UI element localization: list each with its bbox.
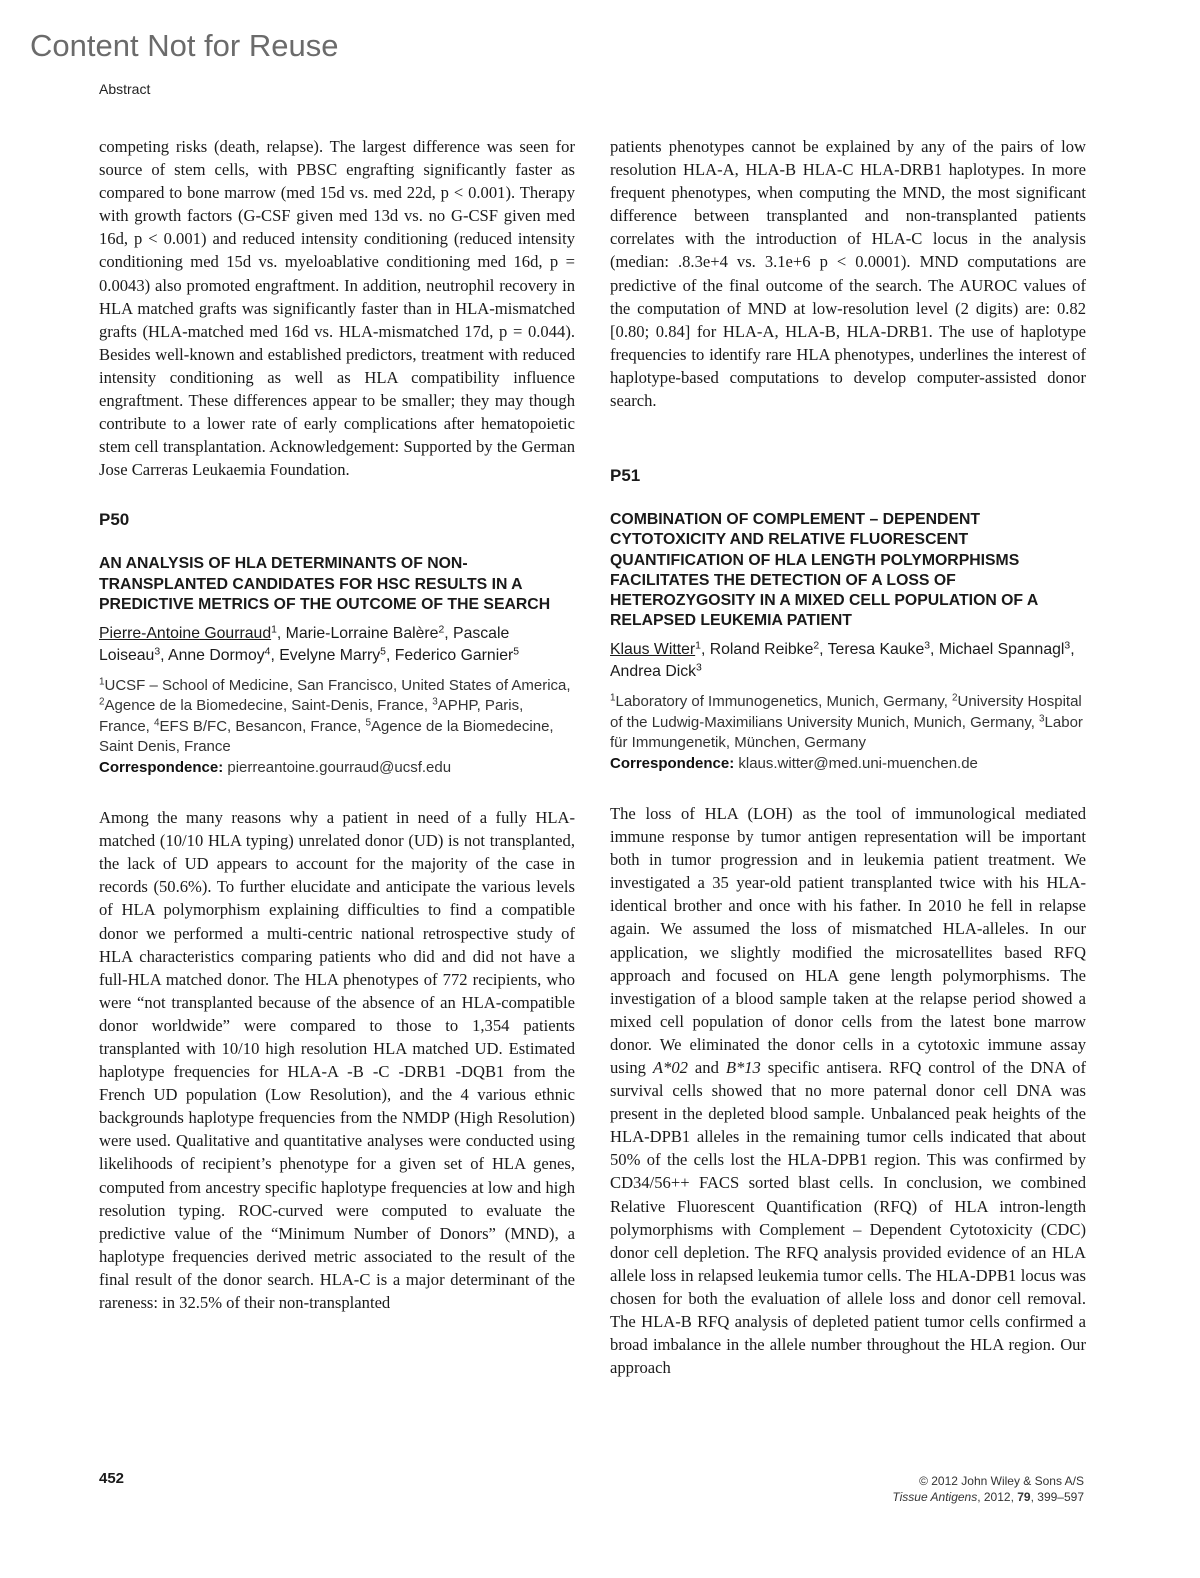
right-column: [610, 135, 1086, 1379]
allele-name: B*13: [725, 1058, 761, 1077]
author-list-p50: Pierre-Antoine Gourraud$^1$, Marie-Lorraine Balère$^2$, Pascale Loiseau$^3$, Anne Dormoy$^4$, Evelyne Marry$^5$, Federico Garnier$^5$: [99, 624, 520, 665]
allele-name: A*02: [652, 1058, 688, 1077]
presenting-author: Pierre-Antoine Gourraud: [99, 625, 272, 643]
abstract-id-p50: P50: [99, 510, 130, 530]
correspondence-email: klaus.witter@med.uni-muenchen.de: [738, 754, 978, 772]
volume-number: 79: [1017, 1490, 1031, 1504]
previous-abstract-continuation: competing risks (death, relapse). The largest difference was seen for source of stem cells, with PBSC engrafting significantly faster as compared to bone marrow (med 15d vs. med 22d, p < 0.001). Therapy with growth factors (G-CSF given med 13d vs. no G-CSF given med 16d, p < 0.001) and reduced intensity conditioning (reduced intensity conditioning med 15d vs. myeloablative conditioning med 16d, p = 0.0043) also promoted engraftment. In addition, neutrophil recovery in HLA matched grafts was significantly faster than in HLA-mismatched grafts (HLA-matched med 16d vs. HLA-mismatched 17d, p = 0.044). Besides well-known and established predictors, treatment with reduced intensity conditioning as well as HLA compatibility influence engraftment. These differences appear to be smaller; they may though contribute to a lower rate of early complications after hematopoietic stem cell transplantation. Acknowledgement: Supported by the German Jose Carreras Leukaemia Foundation.: [99, 137, 575, 480]
left-column: [99, 135, 575, 1314]
journal-name: Tissue Antigens: [892, 1490, 978, 1504]
abstract-body-p51: The loss of HLA (LOH) as the tool of immunological mediated immune response by tumor antigen representation will be important both in tumor progression and in leukemia patient treatment. We investigated a 35 year-old patient transplanted twice with his HLA-identical brother and once with his father. In 2010 he fell in relapse again. We assumed the loss of mismatched HLA-alleles. In our application, we slightly modified the microsatellites based RFQ approach and focused on HLA gene length polymorphisms. The investigation of a blood sample taken at the relapse period showed a mixed cell population of donor cells from the latest bone marrow donor. We eliminated the donor cells in a cytotoxic immune assay using A*02 and B*13 specific antisera. RFQ control of the DNA of survival cells showed that no more paternal donor cell DNA was present in the depleted blood sample. Unbalanced peak heights of the HLA-DPB1 alleles in the remaining tumor cells indicated that about 50% of the cells lost the HLA-DPB1 region. This was confirmed by CD34/56++ FACS sorted blast cells. In conclusion, we combined Relative Fluorescent Quantification (RFQ) of HLA intron-length polymorphisms with Complement – Dependent Cytotoxicity (CDC) donor cell depletion. The RFQ analysis provided evidence of an HLA allele loss in relapsed leukemia tumor cells. The HLA-DPB1 locus was chosen for both the evaluation of allele loss and donor cell removal. The HLA-B RFQ analysis of depleted patient tumor cells confirmed a broad imbalance in the allele number throughout the HLA region. Our approach: [610, 803, 1087, 1378]
journal-footer: [892, 1473, 1084, 1505]
correspondence-p50: Correspondence: pierreantoine.gourraud@ucsf.edu: [99, 758, 452, 776]
abstract-title-p51: COMBINATION OF COMPLEMENT – DEPENDENT CYTOTOXICITY AND RELATIVE FLUORESCENT QUANTIFICATION OF HLA LENGTH POLYMORPHISMS FACILITATES THE DETECTION OF A LOSS OF HETEROZYGOSITY IN A MIXED CELL POPULATION OF A RELAPSED LEUKEMIA PATIENT: [610, 511, 1038, 630]
correspondence-p51: Correspondence: klaus.witter@med.uni-muenchen.de: [610, 754, 978, 772]
abstract-body-p50-continued: patients phenotypes cannot be explained by any of the pairs of low resolution HLA-A, HLA-B HLA-C HLA-DRB1 haplotypes. In more frequent phenotypes, when computing the MND, the most significant difference between transplanted and non-transplanted patients correlates with the introduction of HLA-C locus in the analysis (median: .8.3e+4 vs. 3.1e+6 p < 0.0001). MND computations are predictive of the final outcome of the search. The AUROC values of the computation of MND at low-resolution level (2 digits) are: 0.82 [0.80; 0.84] for HLA-A, HLA-B, HLA-DRB1. The use of haplotype frequencies to identify rare HLA phenotypes, underlines the interest of haplotype-based computations to develop computer-assisted donor search.: [610, 137, 1086, 411]
abstract-title-p50: AN ANALYSIS OF HLA DETERMINANTS OF NON-TRANSPLANTED CANDIDATES FOR HSC RESULTS IN A PREDICTIVE METRICS OF THE OUTCOME OF THE SEARCH: [99, 555, 551, 613]
affiliations-p51: $^1$Laboratory of Immunogenetics, Munich, Germany, $^2$University Hospital of the Ludwig-Maximilians University Munich, Munich, Germany, $^3$Labor für Immungenetik, München, Germany: [610, 692, 1083, 752]
abstract-body-p50: Among the many reasons why a patient in need of a fully HLA-matched (10/10 HLA typing) unrelated donor (UD) is not transplanted, the lack of UD appears to account for the majority of the case in records (50.6%). To further elucidate and anticipate the various levels of HLA polymorphism explaining difficulties to find a compatible donor we performed a multi-centric national retrospective study of HLA characteristics comparing patients who did and did not have a full-HLA matched donor. The HLA phenotypes of 772 recipients, who were “not transplanted because of the absence of an HLA-compatible donor worldwide” were compared to those to 1,354 patients transplanted with 10/10 high resolution HLA matched UD. Estimated haplotype frequencies for HLA-A -B -C -DRB1 -DQB1 from the French UD population (Low Resolution), and the 4 various ethnic backgrounds haplotype frequencies from the NMDP (High Resolution) were used. Qualitative and quantitative analyses were conducted using likelihoods of recipient’s phenotype for a given set of HLA genes, computed from ancestry specific haplotype frequencies at low and high resolution typing. ROC-curved were computed to evaluate the predictive value of the “Minimum Number of Donors” (MND), a haplotype frequencies derived metric associated to the result of the final result of the donor search. HLA-C is a major determinant of the rareness: in 32.5% of their non-transplanted: [99, 808, 575, 1313]
section-label: Abstract: [99, 81, 151, 97]
watermark: Content Not for Reuse: [30, 28, 339, 63]
presenting-author: Klaus Witter: [610, 641, 696, 659]
citation-line: Tissue Antigens, 2012, 79, 399–597: [892, 1490, 1084, 1504]
abstract-id-p51: P51: [610, 466, 641, 486]
page-number: 452: [99, 1470, 125, 1487]
copyright-line: © 2012 John Wiley & Sons A/S: [919, 1474, 1084, 1488]
author-list-p51: Klaus Witter$^1$, Roland Reibke$^2$, Teresa Kauke$^3$, Michael Spannagl$^3$, Andrea Dick$^3$: [610, 640, 1075, 681]
affiliations-p50: $^1$UCSF – School of Medicine, San Francisco, United States of America, $^2$Agence de la Biomedecine, Saint-Denis, France, $^3$APHP, Paris, France, $^4$EFS B/FC, Besancon, France, $^5$Agence de la Biomedecine, Saint Denis, France: [99, 676, 571, 756]
correspondence-email: pierreantoine.gourraud@ucsf.edu: [227, 758, 452, 776]
